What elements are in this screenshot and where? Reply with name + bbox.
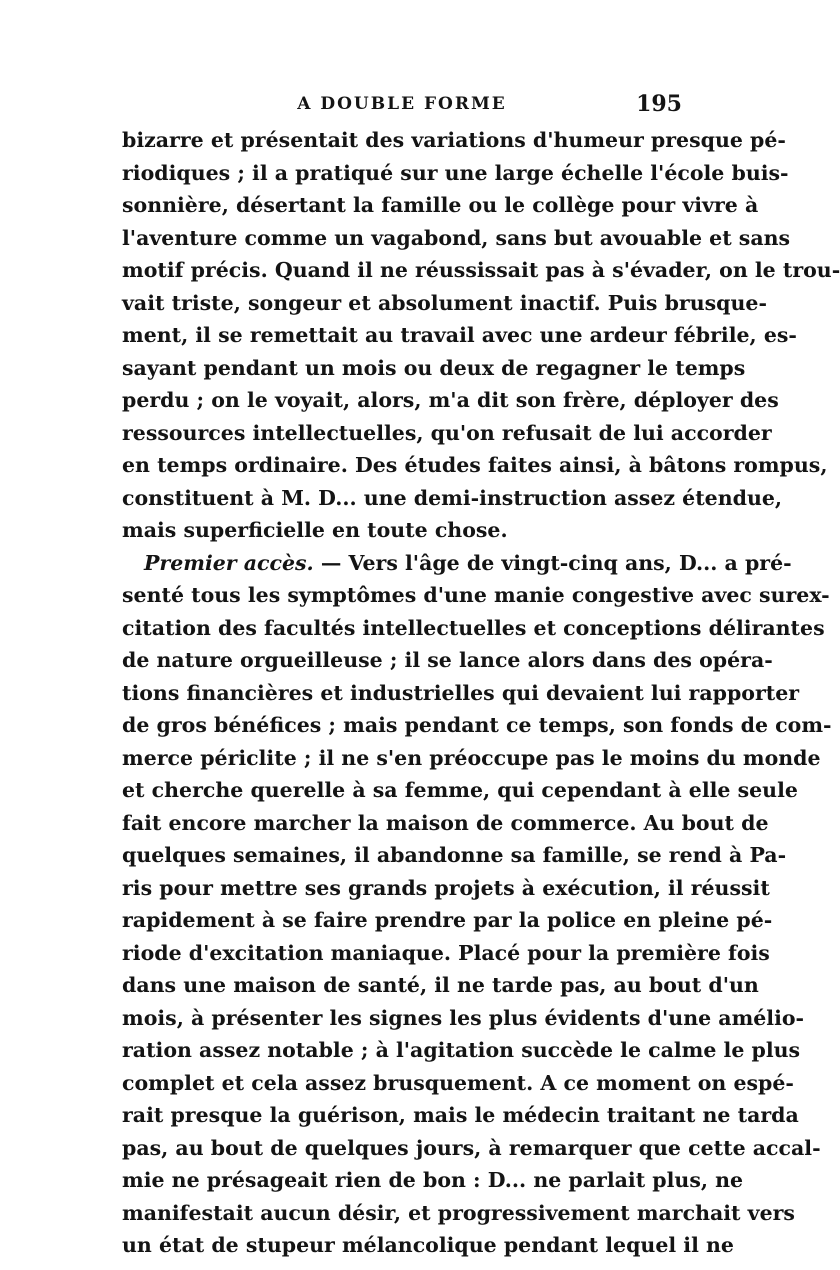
text-line: rapidement à se faire prendre par la police en pleine pé-	[122, 908, 773, 932]
text-line: dans une maison de santé, il ne tarde pas, au bout d'un	[122, 973, 759, 997]
page-number: 195	[636, 91, 682, 117]
page-header	[122, 91, 682, 124]
text-line: vait triste, songeur et absolument inactif. Puis brusque-	[122, 290, 767, 315]
section-lead-rest: — Vers l'âge de vingt-cinq ans, D... a pré-	[313, 550, 792, 575]
section-lead: Premier accès.	[144, 550, 314, 575]
text-line: en temps ordinaire. Des études faites ainsi, à bâtons rompus,	[122, 453, 828, 477]
text-line: un état de stupeur mélancolique pendant lequel il ne	[122, 1233, 734, 1257]
text-line: ration assez notable ; à l'agitation succède le calme le plus	[122, 1038, 801, 1062]
text-line: ressources intellectuelles, qu'on refusait de lui accorder	[122, 420, 772, 445]
text-line: complet et cela assez brusquement. A ce moment on espé-	[122, 1070, 794, 1095]
text-line: ris pour mettre ses grands projets à exécution, il réussit	[122, 875, 770, 900]
text-line: mais superficielle en toute chose.	[122, 518, 508, 542]
text-line: rait presque la guérison, mais le médecin traitant ne tarda	[122, 1103, 799, 1127]
text-line: citation des facultés intellectuelles et conceptions délirantes	[122, 615, 825, 640]
text-line: merce périclite ; il ne s'en préoccupe pas le moins du monde	[122, 745, 821, 770]
text-line: riodiques ; il a pratiqué sur une large échelle l'école buis-	[122, 160, 789, 185]
text-line: motif précis. Quand il ne réussissait pas à s'évader, on le trou-	[122, 258, 840, 282]
text-line: fait encore marcher la maison de commerce. Au bout de	[122, 810, 769, 835]
running-head: A DOUBLE FORME	[297, 94, 507, 114]
text-line: l'aventure comme un vagabond, sans but avouable et sans	[122, 225, 791, 250]
text-line: tions financières et industrielles qui devaient lui rapporter	[122, 680, 800, 705]
text-line: perdu ; on le voyait, alors, m'a dit son frère, déployer des	[122, 388, 779, 412]
text-line: de gros bénéfices ; mais pendant ce temps, son fonds de com-	[122, 713, 832, 737]
text-line: mois, à présenter les signes les plus évidents d'une amélio-	[122, 1005, 805, 1030]
text-line: senté tous les symptômes d'une manie congestive avec surex-	[122, 583, 830, 607]
text-line: quelques semaines, il abandonne sa famille, se rend à Pa-	[122, 843, 787, 867]
body-text	[122, 124, 840, 1262]
text-line: sayant pendant un mois ou deux de regagner le temps	[122, 355, 746, 380]
text-line: et cherche querelle à sa femme, qui cependant à elle seule	[122, 778, 798, 802]
text-line: mie ne présageait rien de bon : D... ne parlait plus, ne	[122, 1168, 744, 1192]
text-line	[122, 547, 792, 580]
text-line: ment, il se remettait au travail avec une ardeur fébrile, es-	[122, 323, 797, 347]
paragraph-1	[122, 124, 840, 547]
text-line: riode d'excitation maniaque. Placé pour la première fois	[122, 940, 770, 965]
paragraph-2	[122, 547, 832, 1262]
text-line: constituent à M. D... une demi-instruction assez étendue,	[122, 485, 783, 510]
text-line: pas, au bout de quelques jours, à remarquer que cette accal-	[122, 1135, 821, 1160]
text-line: de nature orgueilleuse ; il se lance alors dans des opéra-	[122, 648, 773, 672]
text-line: manifestait aucun désir, et progressivement marchait vers	[122, 1200, 795, 1225]
text-line: bizarre et présentait des variations d'humeur presque pé-	[122, 128, 786, 152]
text-line: sonnière, désertant la famille ou le collège pour vivre à	[122, 193, 759, 217]
